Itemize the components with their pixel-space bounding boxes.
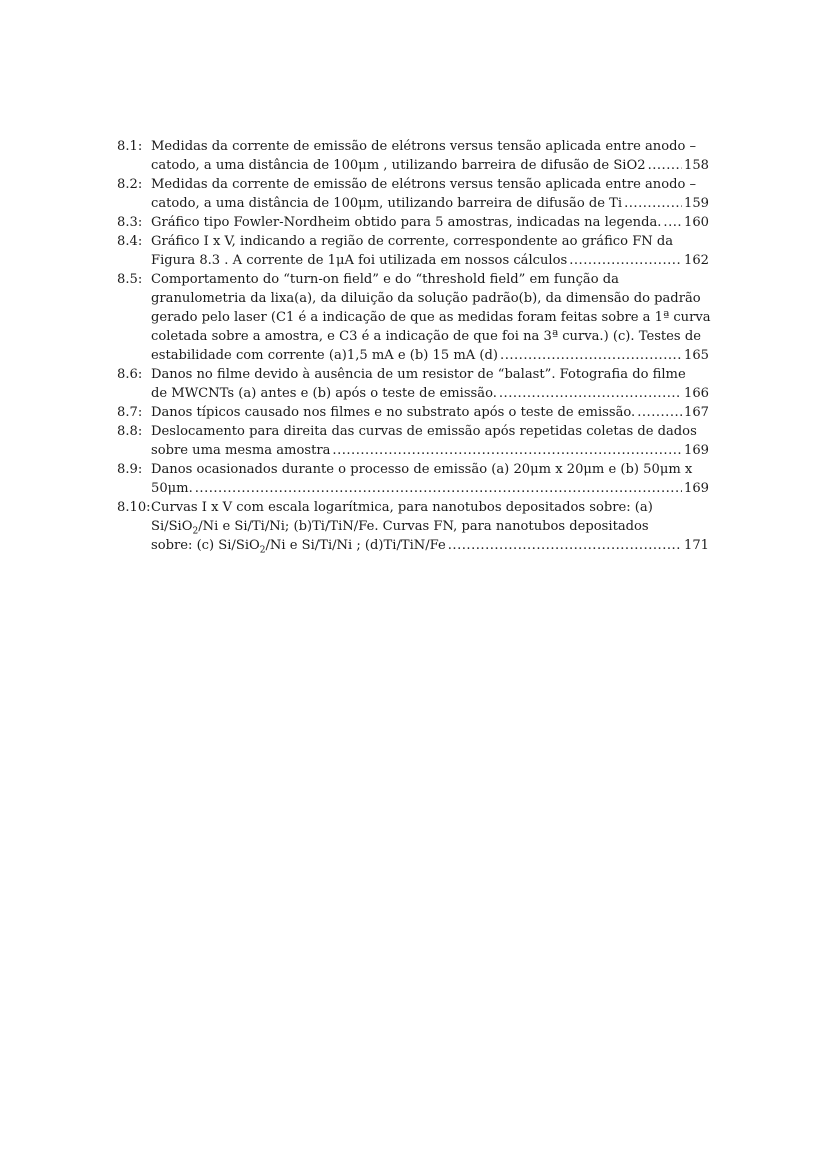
toc-entry: [117, 403, 709, 422]
figure-caption: [151, 270, 709, 365]
toc-entry: [117, 498, 709, 555]
figure-number: 8.6:: [117, 367, 143, 382]
caption-line-last: [151, 384, 709, 403]
caption-line-last: [151, 403, 709, 422]
caption-line: Danos ocasionados durante o processo de emissão (a) 20μm x 20μm e (b) 50μm x: [151, 462, 693, 477]
figure-caption: [151, 213, 709, 232]
page-number: 166: [684, 386, 709, 401]
caption-line-last: [151, 213, 709, 232]
figure-caption: [151, 232, 709, 270]
caption-line: sobre: (c) Si/SiO$_2$/Ni e Si/Ti/Ni ; (d)Ti/TiN/Fe: [151, 538, 446, 556]
figure-caption: [151, 137, 709, 175]
caption-line-last: [151, 194, 709, 213]
caption-line: de MWCNTs (a) antes e (b) após o teste de emissão.: [151, 386, 497, 401]
caption-line: Si/SiO$_2$/Ni e Si/Ti/Ni; (b)Ti/TiN/Fe. Curvas FN, para nanotubos depositados: [151, 519, 649, 537]
figure-number: 8.7:: [117, 405, 143, 420]
dot-leader: [624, 194, 682, 213]
caption-line: Figura 8.3 . A corrente de 1μA foi utilizada em nossos cálculos: [151, 253, 568, 268]
caption-line: Comportamento do “turn-on field” e do “threshold field” em função da: [151, 272, 619, 287]
caption-line-last: [151, 156, 709, 175]
page-number: 167: [684, 405, 709, 420]
caption-line-last: [151, 479, 709, 498]
dot-leader: [500, 346, 682, 365]
caption-line: Danos no filme devido à ausência de um resistor de “balast”. Fotografia do filme: [151, 367, 686, 382]
caption-line: coletada sobre a amostra, e C3 é a indicação de que foi na 3ª curva.) (c). Testes de: [151, 329, 701, 344]
caption-line-last: [151, 441, 709, 460]
toc-entry: [117, 175, 709, 213]
dot-leader: [499, 384, 682, 403]
toc-entry: [117, 422, 709, 460]
figure-number: 8.5:: [117, 272, 143, 287]
figure-caption: [151, 422, 709, 460]
toc-entry: [117, 137, 709, 175]
figure-caption: [151, 175, 709, 213]
toc-entry: [117, 365, 709, 403]
page-number: 162: [684, 253, 709, 268]
dot-leader: [569, 251, 682, 270]
page-number: 165: [684, 348, 709, 363]
toc-entry: [117, 460, 709, 498]
figure-caption: [151, 498, 709, 555]
page-number: 160: [684, 215, 709, 230]
page-number: 158: [684, 158, 709, 173]
page-number: 169: [684, 481, 709, 496]
caption-line: Gráfico tipo Fowler-Nordheim obtido para 5 amostras, indicadas na legenda.: [151, 215, 662, 230]
dot-leader: [448, 536, 682, 555]
dot-leader: [332, 441, 682, 460]
caption-line-last: [151, 536, 709, 555]
caption-line: 50μm.: [151, 481, 193, 496]
caption-line-last: [151, 346, 709, 365]
caption-line: Curvas I x V com escala logarítmica, para nanotubos depositados sobre: (a): [151, 500, 653, 515]
caption-line: Deslocamento para direita das curvas de emissão após repetidas coletas de dados: [151, 424, 697, 439]
figure-number: 8.1:: [117, 139, 143, 154]
caption-line: gerado pelo laser (C1 é a indicação de que as medidas foram feitas sobre a 1ª curva: [151, 310, 711, 325]
caption-line: Danos típicos causado nos filmes e no substrato após o teste de emissão.: [151, 405, 636, 420]
dot-leader: [195, 479, 682, 498]
caption-line: Gráfico I x V, indicando a região de corrente, correspondente ao gráfico FN da: [151, 234, 674, 249]
figure-number: 8.2:: [117, 177, 143, 192]
dot-leader: [637, 403, 682, 422]
figure-number: 8.3:: [117, 215, 143, 230]
page-number: 169: [684, 443, 709, 458]
dot-leader: [648, 156, 682, 175]
caption-line: estabilidade com corrente (a)1,5 mA e (b) 15 mA (d): [151, 348, 499, 363]
figure-number: 8.10:: [117, 500, 151, 515]
caption-line: catodo, a uma distância de 100μm , utilizando barreira de difusão de SiO2: [151, 158, 646, 173]
caption-line: catodo, a uma distância de 100μm, utilizando barreira de difusão de Ti: [151, 196, 623, 211]
caption-line: sobre uma mesma amostra: [151, 443, 331, 458]
figure-caption: [151, 403, 709, 422]
page-number: 159: [684, 196, 709, 211]
figure-caption: [151, 460, 709, 498]
toc-entry: [117, 232, 709, 270]
toc-entry: [117, 213, 709, 232]
figure-caption: [151, 365, 709, 403]
figure-number: 8.8:: [117, 424, 143, 439]
toc-entry: [117, 270, 709, 365]
caption-line-last: [151, 251, 709, 270]
list-of-figures: [117, 137, 709, 555]
page-number: 171: [684, 538, 709, 553]
caption-line: Medidas da corrente de emissão de elétrons versus tensão aplicada entre anodo –: [151, 177, 697, 192]
caption-line: granulometria da lixa(a), da diluição da solução padrão(b), da dimensão do padrão: [151, 291, 701, 306]
caption-line: Medidas da corrente de emissão de elétrons versus tensão aplicada entre anodo –: [151, 139, 697, 154]
figure-number: 8.9:: [117, 462, 143, 477]
figure-number: 8.4:: [117, 234, 143, 249]
dot-leader: [663, 213, 682, 232]
